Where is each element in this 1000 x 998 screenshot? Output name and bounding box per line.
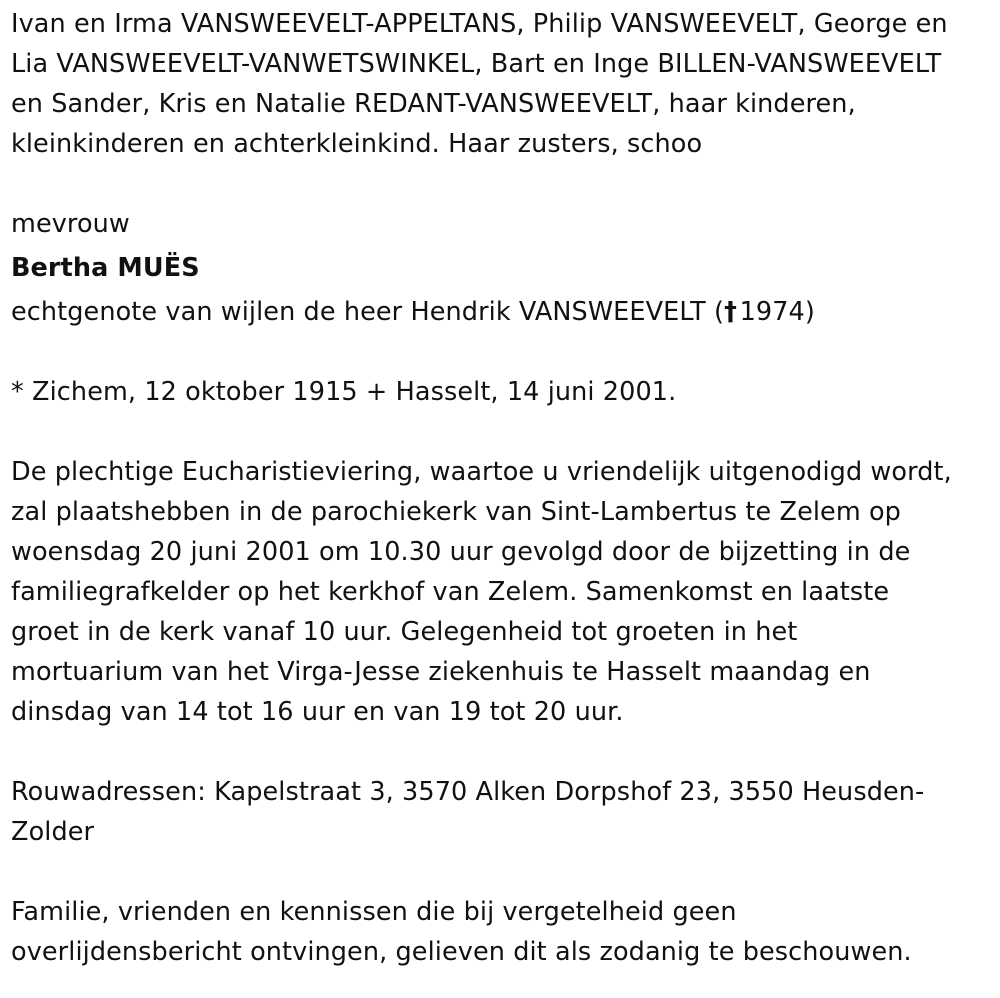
family-announcement [11, 4, 991, 164]
family-line: Lia VANSWEEVELT-VANWETSWINKEL, Bart en Inge BILLEN-VANSWEEVELT [11, 49, 942, 79]
address-line: Rouwadressen: Kapelstraat 3, 3570 Alken Dorpshof 23, 3550 Heusden- [11, 777, 925, 807]
ceremony-line: mortuarium van het Virga-Jesse ziekenhuis te Hasselt maandag en [11, 657, 871, 687]
cross-icon: † [724, 297, 737, 327]
ceremony-line: zal plaatshebben in de parochiekerk van Sint-Lambertus te Zelem op [11, 497, 901, 527]
birth-death-dates [11, 372, 991, 412]
family-line: Ivan en Irma VANSWEEVELT-APPELTANS, Philip VANSWEEVELT, George en [11, 9, 948, 39]
closing-note [11, 892, 991, 972]
deceased-block [11, 204, 991, 332]
honorific: mevrouw [11, 209, 130, 239]
address-line: Zolder [11, 817, 95, 847]
closing-line: Familie, vrienden en kennissen die bij vergetelheid geen [11, 897, 737, 927]
family-line: kleinkinderen en achterkleinkind. Haar zusters, schoo [11, 129, 703, 159]
deceased-name: Bertha MUËS [11, 253, 200, 283]
family-line: en Sander, Kris en Natalie REDANT-VANSWEEVELT, haar kinderen, [11, 89, 856, 119]
spouse-text: echtgenote van wijlen de heer Hendrik VANSWEEVELT ( [11, 297, 725, 327]
ceremony-line: groet in de kerk vanaf 10 uur. Gelegenheid tot groeten in het [11, 617, 798, 647]
closing-line: overlijdensbericht ontvingen, gelieven dit als zodanig te beschouwen. [11, 937, 912, 967]
spouse-year: 1974) [739, 297, 815, 327]
spouse-line [11, 292, 991, 332]
ceremony-line: De plechtige Eucharistieviering, waartoe u vriendelijk uitgenodigd wordt, [11, 457, 952, 487]
obituary-notice [11, 4, 991, 972]
dates-line: * Zichem, 12 oktober 1915 + Hasselt, 14 juni 2001. [11, 377, 677, 407]
ceremony-line: dinsdag van 14 tot 16 uur en van 19 tot 20 uur. [11, 697, 624, 727]
ceremony-line: woensdag 20 juni 2001 om 10.30 uur gevolgd door de bijzetting in de [11, 537, 911, 567]
ceremony-details [11, 452, 991, 732]
mourning-addresses [11, 772, 991, 852]
ceremony-line: familiegrafkelder op het kerkhof van Zelem. Samenkomst en laatste [11, 577, 890, 607]
